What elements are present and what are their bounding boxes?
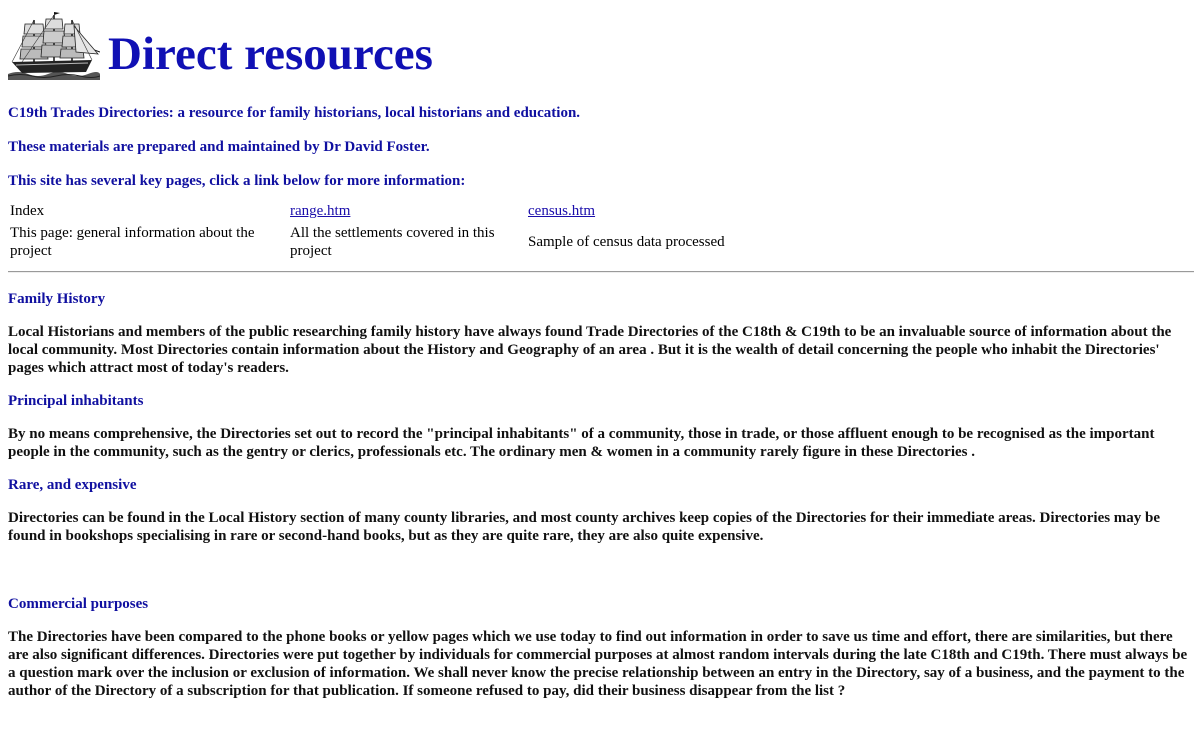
intro-line-maintainer: These materials are prepared and maintained by Dr David Foster.	[8, 139, 430, 155]
page-content	[8, 4, 1194, 700]
intro-line-key-pages: This site has several key pages, click a link below for more information:	[8, 173, 466, 189]
page-title: Direct resources	[108, 28, 433, 80]
census-description: Sample of census data processed	[528, 234, 725, 250]
section-text-family-history: Local Historians and members of the public researching family history have always found Trade Directories of the C18th & C19th to be an invaluable source of information about the local community. Most Directories contain information about the History and Geography of an area . But it is the wealth of detail concerning the people who inhabit the Directories' pages which attract most of today's readers.	[8, 324, 1172, 376]
section-text-rare-expensive: Directories can be found in the Local History section of many county libraries, and most county archives keep copies of the Directories for their immediate areas. Directories may be found in bookshops specialising in rare or second-hand books, but as they are quite rare, they are also quite expensive.	[8, 510, 1161, 544]
range-description: All the settlements covered in this project	[290, 225, 495, 259]
index-label: Index	[10, 203, 45, 219]
section-text-commercial-purposes: The Directories have been compared to the phone books or yellow pages which we use today to find out information in order to save us time and effort, there are similarities, but there are also significant differences. Directories were put together by individuals for commercial purposes at almost random intervals during the late C18th and C19th. There must always be a question mark over the inclusion or exclusion of information. We shall never know the precise relationship between an entry in the Directory, say of a business, and the payment to the author of the Directory of a subscription for that publication. If someone refused to pay, did their business disappear from the list ?	[8, 629, 1188, 699]
section-heading-principal-inhabitants: Principal inhabitants	[8, 393, 144, 409]
key-pages-table	[7, 199, 761, 263]
page-header	[8, 4, 1194, 80]
sailing-ship-icon	[8, 12, 100, 80]
section-heading-rare-expensive: Rare, and expensive	[8, 477, 137, 493]
key-pages-labels-row	[9, 201, 759, 221]
census-link[interactable]: census.htm	[528, 203, 596, 219]
horizontal-divider	[8, 271, 1194, 273]
section-text-principal-inhabitants: By no means comprehensive, the Directories set out to record the "principal inhabitants" of a community, those in trade, or those affluent enough to be recognised as the important people in the community, such as the gentry or clerics, professionals etc. The ordinary men & women in a community rarely figure in these Directories .	[8, 426, 1155, 460]
section-heading-family-history: Family History	[8, 291, 106, 307]
key-pages-desc-row	[9, 223, 759, 261]
range-link[interactable]: range.htm	[290, 203, 351, 219]
index-description: This page: general information about the project	[10, 225, 255, 259]
section-heading-commercial-purposes: Commercial purposes	[8, 596, 149, 612]
intro-line-resource: C19th Trades Directories: a resource for family historians, local historians and education.	[8, 105, 581, 121]
